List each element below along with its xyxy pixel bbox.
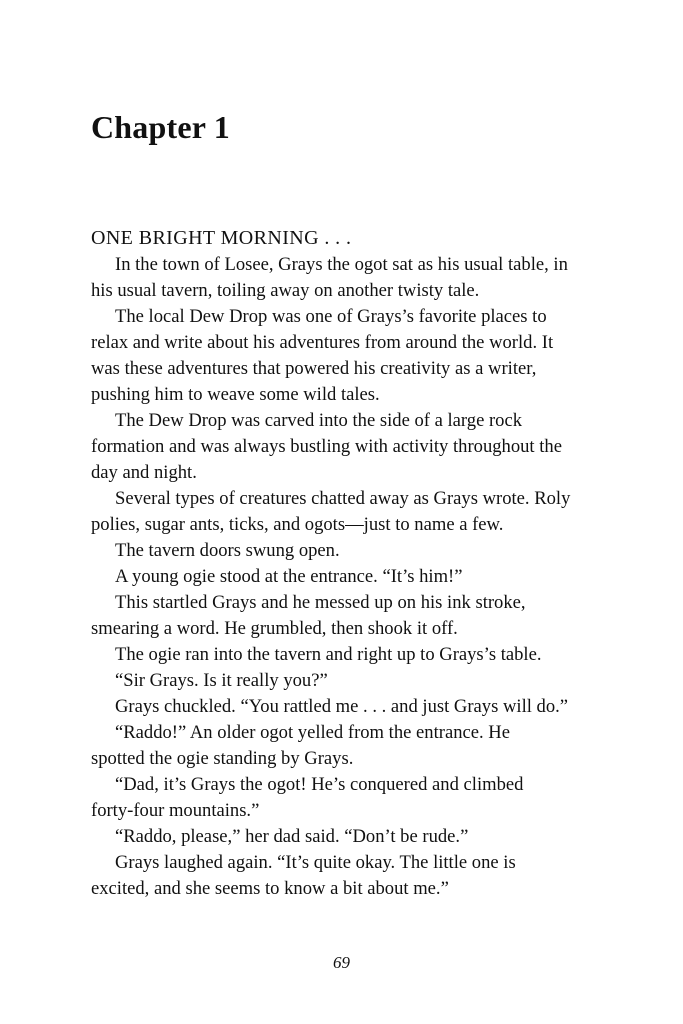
body-text <box>91 225 631 902</box>
paragraph: “Raddo!” An older ogot yelled from the entrance. He spotted the ogie standing by Grays. <box>91 722 510 769</box>
paragraph: “Dad, it’s Grays the ogot! He’s conquered and climbed forty-four mountains.” <box>91 774 524 821</box>
paragraph: “Sir Grays. Is it really you?” <box>115 670 328 691</box>
paragraph: The ogie ran into the tavern and right up to Grays’s table. <box>115 644 542 665</box>
page-number: 69 <box>333 953 350 972</box>
paragraph: In the town of Losee, Grays the ogot sat as his usual table, in his usual tavern, toiling away on another twisty tale. <box>91 254 568 301</box>
paragraph: The local Dew Drop was one of Grays’s favorite places to relax and write about his adventures from around the world. It was these adventures that powered his creativity as a writer, pushing him to weave some wild tales. <box>91 306 554 405</box>
opening-line: ONE BRIGHT MORNING . . . <box>91 227 352 249</box>
paragraph: A young ogie stood at the entrance. “It’s him!” <box>115 566 463 587</box>
chapter-title: Chapter 1 <box>91 109 230 145</box>
paragraph: Grays chuckled. “You rattled me . . . and just Grays will do.” <box>115 696 569 717</box>
paragraph: The Dew Drop was carved into the side of a large rock formation and was always bustling with activity throughout the day and night. <box>91 410 562 483</box>
paragraph: Several types of creatures chatted away as Grays wrote. Roly polies, sugar ants, ticks, and ogots—just to name a few. <box>91 488 571 535</box>
paragraph: This startled Grays and he messed up on his ink stroke, smearing a word. He grumbled, then shook it off. <box>91 592 526 639</box>
paragraph: The tavern doors swung open. <box>115 540 340 561</box>
paragraph: “Raddo, please,” her dad said. “Don’t be rude.” <box>115 826 469 847</box>
paragraph: Grays laughed again. “It’s quite okay. The little one is excited, and she seems to know a bit about me.” <box>91 852 516 899</box>
